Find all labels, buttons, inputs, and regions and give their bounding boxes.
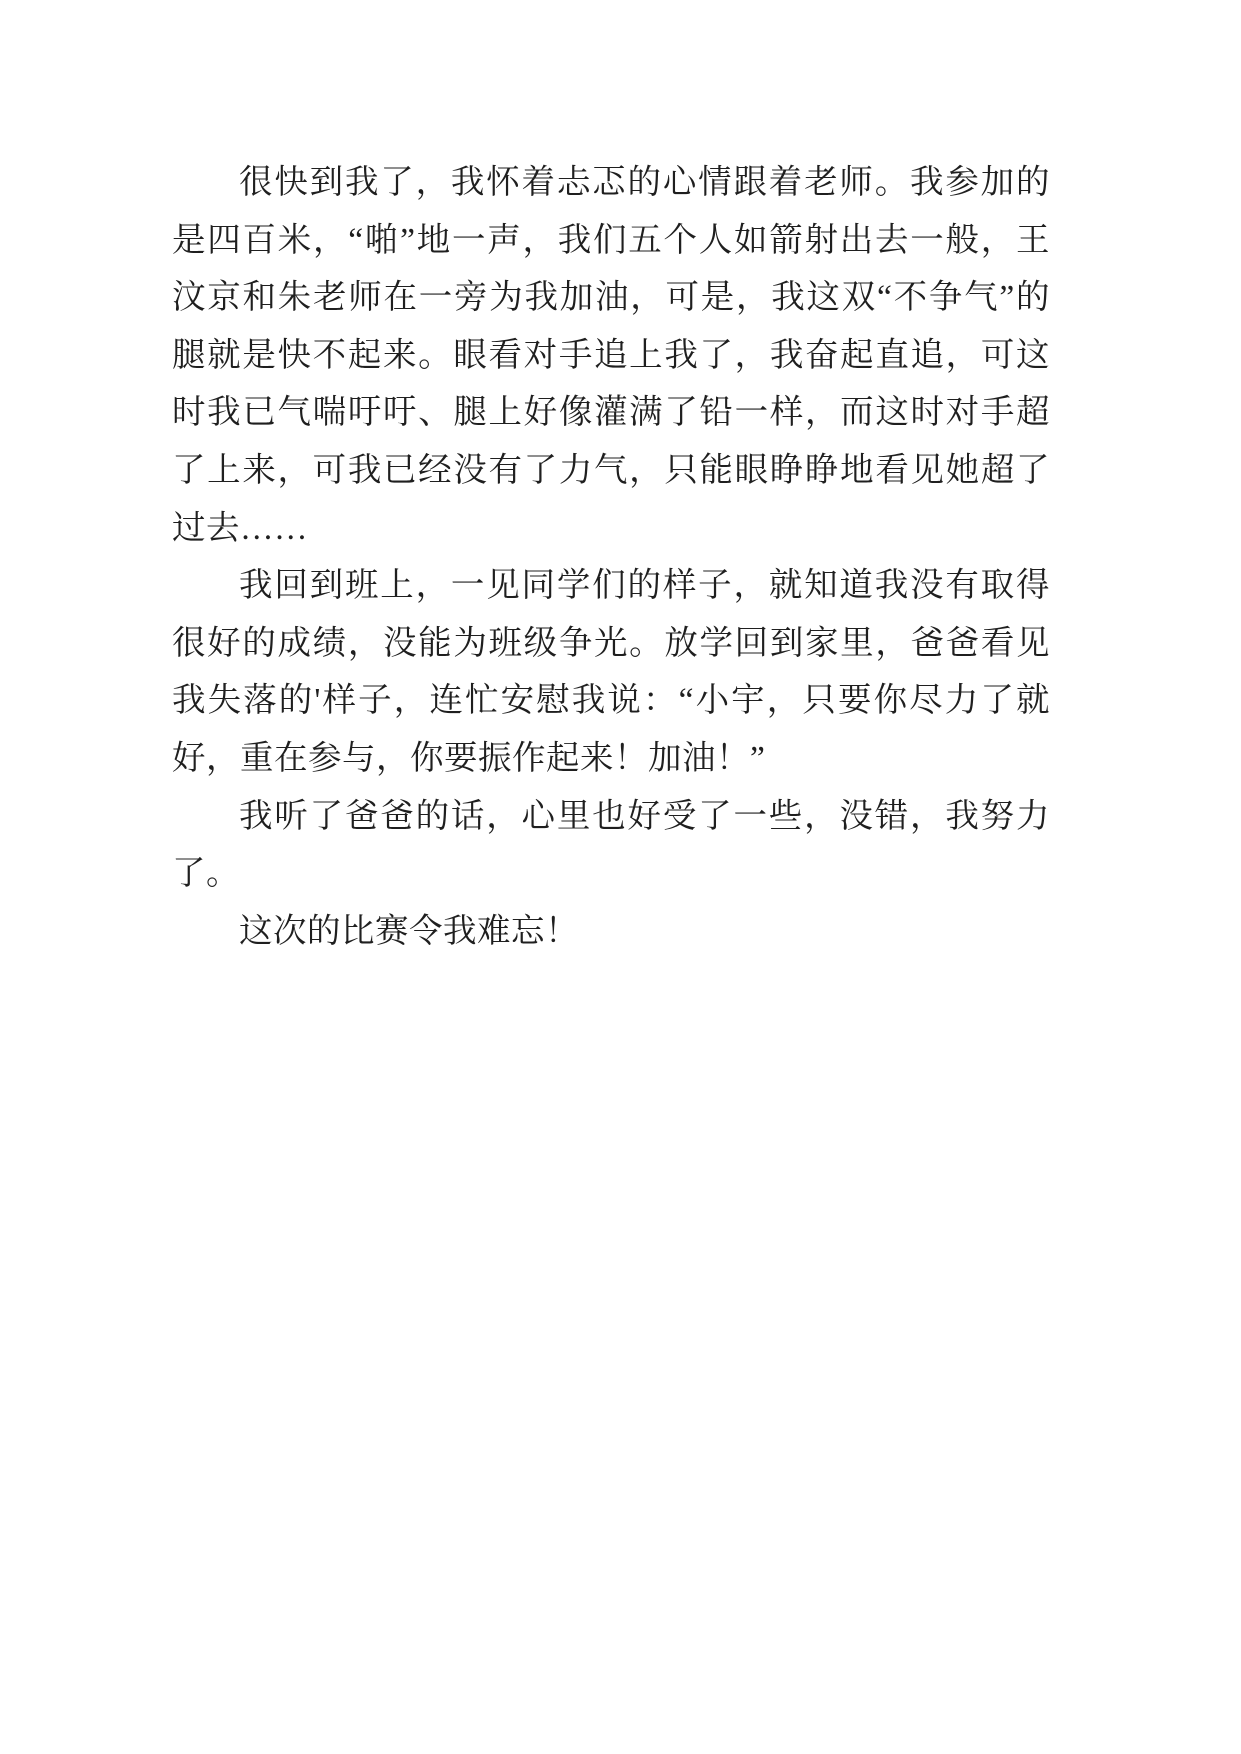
essay-paragraph-3: 我听了爸爸的话，心里也好受了一些，没错，我努力了。: [172, 797, 1050, 893]
essay-paragraph-4: 这次的比赛令我难忘！: [239, 912, 579, 950]
essay-body: [172, 154, 1050, 960]
essay-paragraph-1: 很快到我了，我怀着忐忑的心情跟着老师。我参加的是四百米，“啪”地一声，我们五个人如箭射出去一般，王汶京和朱老师在一旁为我加油，可是，我这双“不争气”的腿就是快不起来。眼看对手追上我了，我奋起直追，可这时我已气喘吁吁、腿上好像灌满了铅一样，而这时对手超了上来，可我已经没有了力气，只能眼睁睁地看见她超了过去……: [172, 164, 1050, 547]
essay-paragraph-2: 我回到班上，一见同学们的样子，就知道我没有取得很好的成绩，没能为班级争光。放学回到家里，爸爸看见我失落的'样子，连忙安慰我说：“小宇，只要你尽力了就好，重在参与，你要振作起来！加油！”: [172, 567, 1050, 777]
